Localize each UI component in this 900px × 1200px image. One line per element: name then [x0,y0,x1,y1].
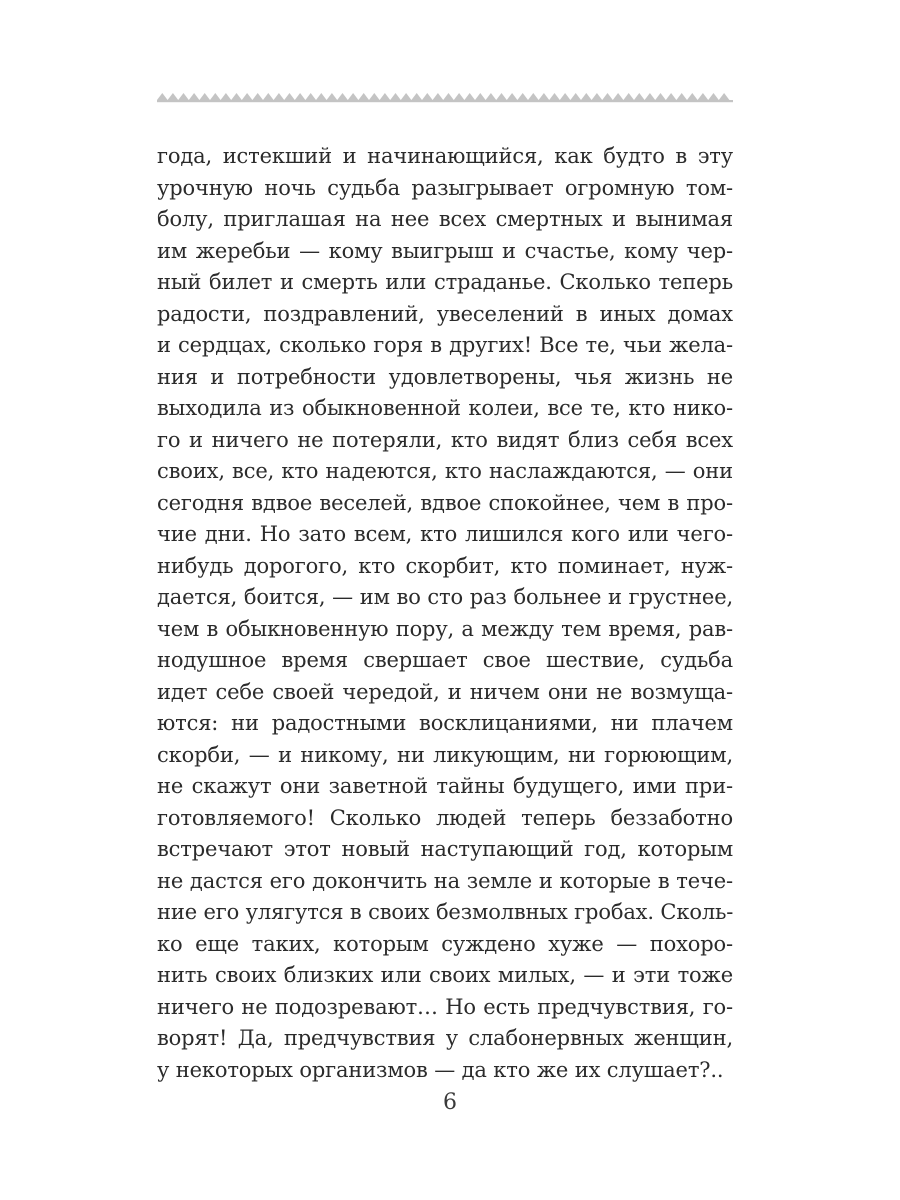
text-line: нить своих близких или своих милых, — и эти тоже [157,963,733,987]
text-line: радости, поздравлений, увеселений в иных домах [157,301,733,326]
text-line: ный билет и смерть или страданье. Сколько теперь [157,270,733,294]
ornament-triangle [539,93,550,100]
ornament-triangle [602,93,613,100]
ornament-triangle [698,93,709,100]
ornament-triangle [708,93,719,100]
ornament-triangle [358,93,369,100]
ornament-triangle [168,93,179,100]
ornament-triangle [486,93,497,100]
ornament-triangle [242,93,253,100]
ornament-triangle [337,93,348,100]
ornament-triangle [284,93,295,100]
ornament-triangle [496,93,507,100]
ornament-triangle [221,93,232,100]
text-line: го и ничего не потеряли, кто видят близ себя всех [157,427,733,452]
ornament-triangle [560,93,571,100]
text-line: ворят! Да, предчувствия у слабонервных женщин, [157,1026,733,1050]
ornament-triangle [443,93,454,100]
ornament-triangle [274,93,285,100]
ornament-triangle [634,93,645,100]
ornament-triangle [263,93,274,100]
page-number: 6 [443,1090,457,1115]
ornament-triangle [687,93,698,100]
ornament-triangle [645,93,656,100]
ornament-triangle [231,93,242,100]
text-line: не скажут они заветной тайны будущего, ими при- [157,774,733,798]
ornament-triangle [390,93,401,100]
text-line: болу, приглашая на нее всех смертных и вынимая [157,207,733,231]
text-line: у некоторых организмов — да кто же их слушает?.. [157,1057,724,1082]
text-line: ничего не подозревают… Но есть предчувствия, го- [157,994,733,1019]
ornament-triangle [549,93,560,100]
ornament-triangle [348,93,359,100]
ornament-triangle [199,93,210,100]
text-line: выходила из обыкновенной колеи, все те, кто нико- [157,396,733,420]
text-line: сегодня вдвое веселей, вдвое спокойнее, чем в про- [157,490,733,515]
text-line: не дастся его докончить на земле и которые в тече- [157,868,733,893]
ornament-triangle [422,93,433,100]
ornament-triangle [517,93,528,100]
text-line: скорби, — и никому, ни ликующим, ни горюющим, [157,742,733,767]
ornament-triangle [305,93,316,100]
text-line: ются: ни радостными восклицаниями, ни плачем [157,711,733,735]
text-line: своих, все, кто надеются, кто наслаждаются, — они [157,459,733,483]
text-line: чем в обыкновенную пору, а между тем время, рав- [157,616,733,641]
ornament-triangle [719,93,730,100]
ornament-triangle [380,93,391,100]
ornament-triangle [666,93,677,100]
text-line: идет себе своей чередой, и ничем они не возмуща- [157,679,733,704]
text-line: ния и потребности удовлетворены, чья жизнь не [157,364,733,389]
ornament-triangle [613,93,624,100]
text-line: чие дни. Но зато всем, кто лишился кого или чего- [157,522,733,546]
header-ornament [157,86,733,106]
text-line: года, истекший и начинающийся, как будто в эту [157,144,733,168]
text-line: ко еще таких, которым суждено хуже — похоро- [157,931,733,956]
ornament-triangle [252,93,263,100]
text-line: и сердцах, сколько горя в других! Все те, чьи жела- [157,333,733,357]
ornament-triangle [655,93,666,100]
ornament-triangle [676,93,687,100]
ornament-triangle [507,93,518,100]
ornament-triangle [210,93,221,100]
ornament-triangle [570,93,581,100]
ornament-triangle [178,93,189,100]
text-line: им жеребьи — кому выигрыш и счастье, кому чер- [157,238,733,263]
ornament-triangle [316,93,327,100]
ornament-triangle [411,93,422,100]
ornament-triangle [528,93,539,100]
body-text [157,141,733,1086]
ornament-triangle [464,93,475,100]
ornament-triangle [327,93,338,100]
text-line: нибудь дорогого, кто скорбит, кто поминает, нуж- [157,553,733,578]
ornament-triangle [401,93,412,100]
ornament-triangle [157,93,168,100]
ornament-triangle [581,93,592,100]
ornament-triangle [623,93,634,100]
text-line: урочную ночь судьба разыгрывает огромную том- [157,175,733,200]
text-line: ние его улягутся в своих безмолвных гробах. Сколь- [157,900,734,924]
ornament-triangle [454,93,465,100]
text-line: встречают этот новый наступающий год, которым [157,837,733,861]
text-line: нодушное время свершает свое шествие, судьба [157,648,733,672]
ornament-triangle [369,93,380,100]
text-line: готовляемого! Сколько людей теперь беззаботно [157,805,733,830]
ornament-triangle [189,93,200,100]
ornament-triangle [433,93,444,100]
ornament-triangle [295,93,306,100]
text-line: дается, боится, — им во сто раз больнее и грустнее, [157,585,733,609]
ornament-triangle [475,93,486,100]
ornament-triangle [592,93,603,100]
